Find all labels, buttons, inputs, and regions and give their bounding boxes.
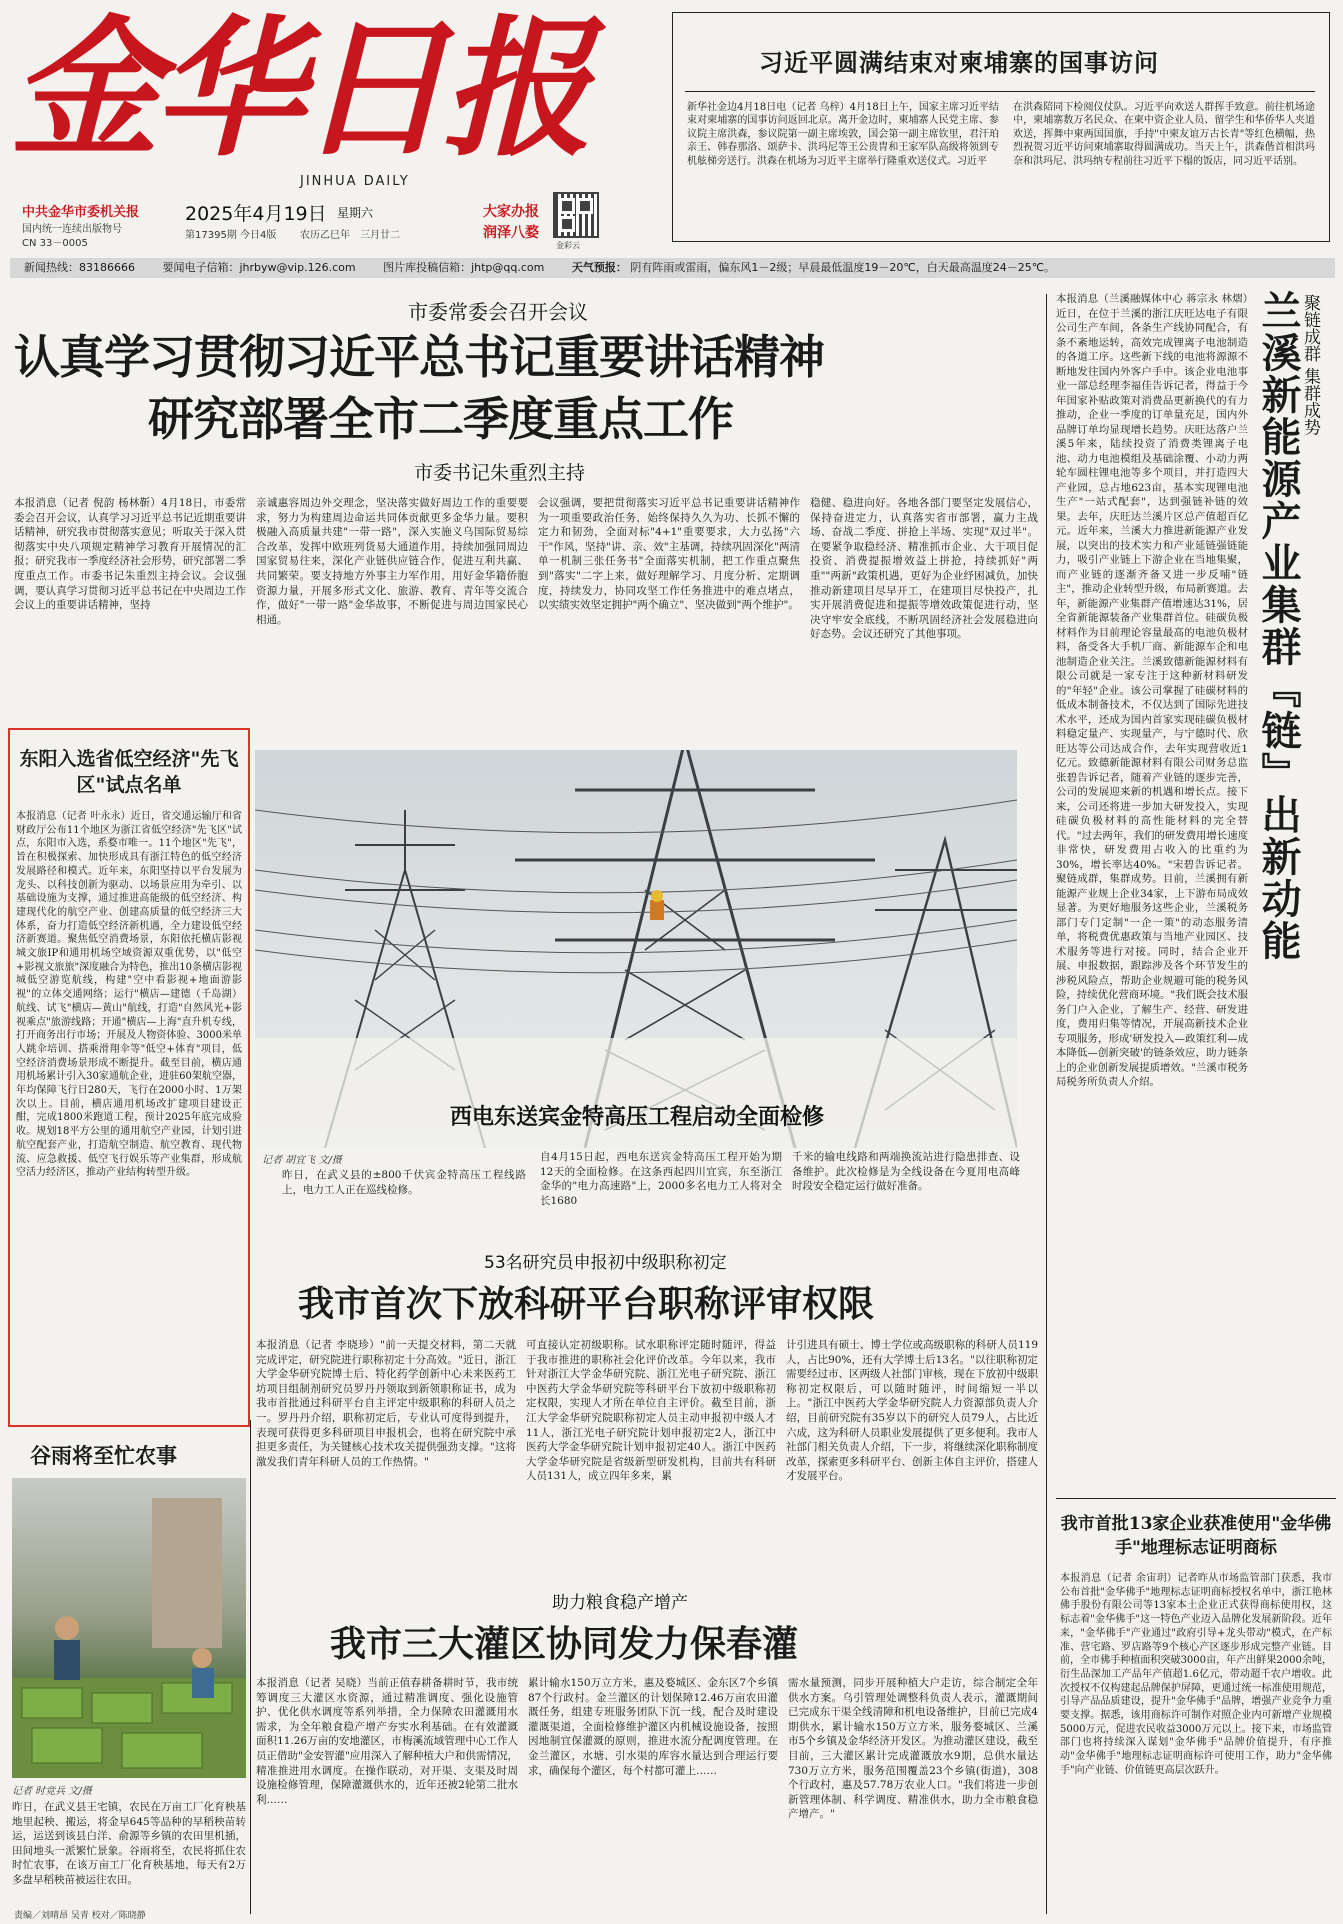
- uhv-photo: [255, 750, 1017, 1148]
- masthead-cn: CN 33－0005: [22, 238, 88, 249]
- fo-shou-body: 本报消息（记者 余宙玥）记者昨从市场监管部门获悉，我市公布首批"金华佛手"地理标志证明商标授权名单中，浙江艳林佛手股份有限公司等13家本土企业正式获得商标使用权，这标志着"金华佛手"这一特色产业迈入品牌化发展新阶段。近年来，"金华佛手"产业通过"政府引导+龙头带动"模式，在产标准、营宅路、罗店路等9个核心产区逐步形成完整产业链。目前，全市佛手种植面积突破3000亩，年产出鲜果2000余吨，衍生品深加工产品年产值超1.6亿元，带动超千农户增收。此次授权不仅构建起品牌保护屏障，更通过统一标准使用规范，引导产品品质建设，提升"金华佛手"品牌，增强产业竞争力重要支撑。据悉，该用商标许可制作对照企业内可新增产业规模5000万元，促进农民收益3000万元以上。接下来，市场监管部门也将持续深入谋划"金华佛手"品牌价值提升，有序推动"金华佛手"地理标志证明商标许可使用工作，助力"金华佛手"向产业链、价值链更高层次跃升。: [1060, 1573, 1332, 1776]
- keyan-title[interactable]: 我市首次下放科研平台职称评审权限: [298, 1283, 875, 1325]
- dongyang-title[interactable]: 东阳入选省低空经济"先飞区"试点名单: [19, 748, 239, 796]
- hotline: 新闻热线：83186666: [24, 261, 135, 274]
- lead-col2: 亲诚惠容周边外交理念，坚决落实做好周边工作的重要要求，努力为构建周边命运共同体贡献更多金华力量。要积极融入高质量共建"一带一路"，深入实施义乌国际贸易综合改革，发挥中欧班列货易大通道作用，持续加强同周边国家贸易往来，深化产业链供应链合作，促进互利共赢、共同繁荣。要支持地方外事主力军作用，用好金华籍侨胞资源力量，开展多形式文化、旅游、教育、青年等交流合作，做好"一带一路"金华故事，不断促进与周边国家民心相通。: [256, 497, 528, 626]
- lead-col3: 会议强调，要把贯彻落实习近平总书记重要讲话精神作为一项重要政治任务，始终保持久久为功、长抓不懈的定力和韧劲，全面对标"4+1"重要要求，大力弘扬"六干"作风，坚持"讲、亲、效"主基调，持续巩固深化"两清单一机制三张任务书"全面落实机制，把工作重点聚焦到"落实"二字上来，做好理解学习、月度分析、定期调度，持续发力，协同攻坚工作任务推进中的难点堵点，以实绩实效坚定拥护"两个确立"、坚决做到"两个维护"。: [538, 497, 800, 612]
- email: 要闻电子信箱：jhrbyw@vip.126.com: [162, 261, 356, 274]
- footer-editors: 责编／刘晴昂 吴青 校对／陈晓静: [14, 1911, 146, 1921]
- transmission-tower-icon: [255, 750, 1017, 1148]
- farm-photo: [12, 1478, 246, 1778]
- qr-code-icon[interactable]: [553, 192, 599, 238]
- lanxi-title[interactable]: 兰溪新能源产业集群『链』出新动能: [1255, 290, 1301, 962]
- lanxi-body: 本报消息（兰溪融媒体中心 蒋宗永 林熠）近日，在位于兰溪的浙江庆旺达电子有限公司生产车间，各条生产线协同配合，有条不紊地运转，高效完成锂离子电池制造的各道工序。这些新下线的电池将源源不断地发往国内外客户手中。该企业电池事业一部总经理李福佳告诉记者，得益于今年国家补贴政策对消费品更新换代的有力推动，企业一季度的订单量充足，国内外品牌订单均显现增长趋势。庆旺达落户兰溪5年来，陆续投资了消费类锂离子电池、动力电池模组及基础涂覆、小动力两轮车圆柱锂电池等多个项目，并打造四大产业园，总占地623亩，基本实现锂电池生产"一站式配套"，达到强链补链的效果。去年，庆旺达兰溪片区总产值超百亿元。近年来，兰溪大力推进新能源产业发展，以突出的技术实力和产业延链强链能力，吸引产业链上下游企业在当地集聚，而产业链的逐渐齐备又进一步反哺"链主"，推动企业转型升级，布局新赛道。去年，新能源产业集群产值增速达31%，居全省新能源装备产业集群首位。硅碳负极材料作为目前理论容量最高的电池负极材料，备受各大手机厂商、新能源车企和电池制造企业关注。兰溪致德新能源材料有限公司就是一家专注于这种新材料研发的"年轻"企业。该公司掌握了硅碳材料的低成本制备技术，不仅达到了国际先进技术水平，还成为国内首家实现硅碳负极材料稳定量产、实现量产，与宁德时代、欣旺达等公司达成合作，去年实现营收近1亿元。致德新能源材料有限公司财务总监张碧告诉记者，随着产业链的逐步完善，公司的发展迎来新的机遇和增长点。接下来，公司还将进一步加大研发投入，实现硅碳负极材料的高性能材料的完全替代。"过去两年，我们的研发费用增长速度非常快，研发费用占收入的比重约为30%，增长率达40%。"宋碧告诉记者。聚链成群，集群成势。目前，兰溪拥有新能源产业规上企业34家，上下游布局成效显著。为更好地服务这些企业，兰溪税务部门专门定制"一企一策"的动态服务清单，将税费优惠政策与当地产业园区、技术服务等进行对接。同时，结合企业开展、申报数据，跟踪涉及各个环节发生的涉税风险点，帮助企业规避可能的税务风险，持续优化营商环境。"我们既会技术服务门户入企业，了解生产、经营、研发进度，费用归集等情况，开展高新技术企业专项服务，形成'研发投入—政策红利—成本降低—创新突破'的链条效应，助力链条上的企业创新发展提质增效。"兰溪市税务局税务所负责人介绍。: [1056, 293, 1248, 1088]
- lead-col1: 本报消息（记者 倪韵 杨林靳）4月18日，市委常委会召开会议，认真学习习近平总书记近期重要讲话精神，研究我市贯彻落实意见；听取关于深入贯彻落实中央八项规定精神学习教育开展情况的汇报；研究我市一季度经济社会形势，研究部署二季度重点工作。市委书记朱重烈主持会议。会议强调，要认真学习贯彻习近平总书记在中央周边工作会议上的重要讲话精神，坚持: [14, 497, 246, 612]
- keyan-col1: 本报消息（记者 李晓珍）"前一天提交材料，第二天就完成评定，研究院进行职称初定十分高效。"近日，浙江大学金华研究院博士后、特化药学创新中心未来医药工坊项目组制剂研究员罗丹丹领取到新领职称证书，成为我市首批通过科研平台自主评定中级职称的科研人员之一。罗丹丹介绍，职称初定后，专业认可度得到提升，表现可获得更多科研项目申报机会，也将在研究院中承担更多责任，为关键核心技术攻关提供强劲支撑。"这将激发我们青年科研人员的工作热情。": [256, 1339, 516, 1468]
- keyan-col3: 计引进具有硕士、博士学位或高级职称的科研人员119人，占比90%，还有大学博士后13名。"以往职称初定需要经过市、区两级人社部门审核，现在下放初中级职称初定权限后，可以随时随评，时间缩短一半以上。"浙江中医药大学金华研究院人力资源部负责人介绍，目前研究院有35岁以下的研究人员79人，占比近六成，这为科研人员职业发展提供了更多便利。我市人社部门相关负责人介绍，下一步，将继续深化职称制度改革，探索更多科研平台、创新主体自主评价，搭建人才发展平台。: [786, 1339, 1038, 1483]
- fo-shou-title[interactable]: 我市首批13家企业获准使用"金华佛手"地理标志证明商标: [1060, 1514, 1332, 1558]
- farm-credit: 记者 时竞兵 文/摄: [12, 1786, 92, 1797]
- lead-byline: 市委书记朱重烈主持: [414, 462, 586, 484]
- irrigation-col1: 本报消息（记者 吴晓）当前正值春耕备耕时节，我市统筹调度三大灌区水资源，通过精准调度、强化设施管护、优化供水调度等系列举措，全力保障农田灌溉用水需求，为全年粮食稳产增产夯实水利基础。在有效灌溉面积11.26万亩的安地灌区，市梅溪流域管理中心工作人员正借助"金安智灌"应用深入了解种植大户和供需情况，精准推进用水调度。在操作联动，对开渠、支渠及时周设施检修管理，保障灌溉供水的，近年还被2轮第二批水利……: [256, 1677, 518, 1806]
- masthead-title: 金华日报: [10, 1, 587, 177]
- lead-title-line2[interactable]: 研究部署全市二季度重点工作: [148, 392, 733, 446]
- dongyang-body: 本报消息（记者 叶永永）近日，省交通运输厅和省财政厅公布11个地区为浙江省低空经济"先飞区"试点，东阳市入选，系婺市唯一。11个地区"先飞"，旨在积极探索、加快形成具有浙江特色的低空经济发展路径和模式。近年来，东阳坚持以平台发展为龙头、以科技创新为驱动、以场景应用为牵引、以基础设施为支撑，通过推进高能级的低空经济、构建现代化的航空产业、创建高质量的低空经济三大体系，奋力打造低空经济新机遇，全力建设低空经济新赛道。聚焦低空消费场景，东阳依托横店影视城文旅IP和通用机场空域资源双重优势，以"低空+影视文旅旅"深度融合为特色，推出10条横店影视城低空游览航线，构建"空中看影视+地面游影视"的立体交通网络；运行"横店—建德（千岛湖）航线、试飞"横店—黄山"航线，打造"自然风光+影视乘点"旅游线路；开通"横店—上海"直升机专线，打开商务出行市场；开展及人物资体验、3000米单人跳伞培训、搭乘滑翔伞等"低空+体育"项目，低空经济消费场景形成不断提升。截至目前，横店通用机场累计引入30家通航企业，进驻60架航空器，年均保障飞行日280天，飞行在2000小时、1万架次以上。目前，横店通用机场改扩建项目建设正酣，完成1800米跑道工程，预计2025年底完成验收。规划18平方公里的通用航空产业园，计划引进航空配套产业，打造航空制造、航空教育、现代物流、应急救援、低空飞行娱乐等产业集群，形成航空活力经济区，推动产业结构转型升级。: [16, 811, 242, 1179]
- masthead-date: 2025年4月19日: [185, 203, 327, 225]
- irrigation-kicker: 助力粮食稳产增产: [552, 1593, 688, 1613]
- uhv-credit: 记者 胡宜飞 文/摄: [262, 1155, 342, 1166]
- top-news-headline[interactable]: 习近平圆满结束对柬埔寨的国事访问: [759, 48, 1159, 77]
- lead-title-line1[interactable]: 认真学习贯彻习近平总书记重要讲话精神: [14, 330, 824, 384]
- qr-label: 金彩云: [556, 241, 580, 250]
- masthead-org: 中共金华市委机关报: [22, 205, 140, 220]
- irrigation-title[interactable]: 我市三大灌区协同发力保春灌: [330, 1623, 799, 1665]
- masthead-issn: 国内统一连续出版物号: [22, 224, 122, 235]
- uhv-caption-1: 昨日，在武义县的±800千伏宾金特高压工程线路上，电力工人正在巡线检修。: [282, 1169, 526, 1196]
- masthead-lunar: 农历乙巳年 三月廿二: [300, 230, 400, 241]
- masthead-issue: 第17395期 今日4版: [185, 230, 277, 241]
- seedling-tray-icon: [12, 1478, 246, 1778]
- irrigation-col3: 需水量预测，同步开展种植大户走访，综合制定全年供水方案。乌引管理处调整科负责人表示，灌溉期间已完成东干渠全线清障和机电设备维护，目前已完成4期供水，累计输水150万立方米，服务婺城区、兰溪市5个乡镇及金华经济开发区。为推动灌区建设，截至目前，三大灌区累计完成灌溉放水9期，总供水量达730万立方米，服务范围覆盖23个乡镇(街道)，308个行政村，惠及57.78万农业人口。"我们将进一步创新管理体制、科学调度、精准供水，助力全市粮食稳产增产。": [788, 1677, 1038, 1821]
- promo-line1: 大家办报: [483, 204, 539, 220]
- keyan-col2: 可直接认定初级职称。试水职称评定随时随评，得益于我市推进的职称社会化评价改革。今年以来，我市针对浙江大学金华研究院、浙江光电子研究院、浙江中医药大学金华研究院等科研平台下放初中级职称初定权限，实现人才所在单位自主评价。截至目前，浙江大学金华研究院职称初定人员主动申报初中级人才11人，浙江光电子研究院计划申报初定2人，浙江中医药大学金华研究院计划申报初定40人。浙江中医药大学金华研究院是省级新型研发机构，目前共有科研人员131人，成立四年多来，累: [526, 1339, 776, 1483]
- farm-caption: 昨日，在武义县王宅镇，农民在万亩工厂化育秧基地里起秧、搬运，将金早645等品种的早稻秧苗转运，运送到该县白洋、俞源等乡镇的农田里机插，田间地头一派繁忙景象。谷雨将至，农民将抓住农时忙农事，在该万亩工厂化育秧基地，每天有2万多盘早稻秧苗被运往农田。: [12, 1801, 246, 1886]
- top-news-box: [672, 12, 1330, 242]
- masthead: [0, 0, 1343, 270]
- promo-line2: 润泽八婺: [483, 225, 539, 241]
- uhv-caption-title[interactable]: 西电东送宾金特高压工程启动全面检修: [449, 1104, 824, 1130]
- weather-label: 天气预报：: [571, 261, 627, 274]
- top-news-col2: 在洪森陪同下检阅仪仗队。习近平向欢送人群挥手致意。前往机场途中，柬埔寨数万名民众、在柬中资企业人员、留学生和华侨华人夹道欢送，挥舞中柬两国国旗，手持"中柬友谊万古长青"等红色横幅，热烈祝贺习近平访问柬埔寨取得圆满成功。当天上午，洪森偕首相洪玛奈和洪玛尼、洪玛纳专程前往习近平下榻的饭店，同习近平话别。: [1013, 102, 1315, 167]
- top-news-col1: 新华社金边4月18日电（记者 乌梓）4月18日上午，国家主席习近平结束对柬埔寨的国事访问返回北京。离开金边时，柬埔寨人民党主席、参议院主席洪森，参议院第一副主席埃敦，国会第一副主席钦里，君汗珀亲王、韩春那洛、颂萨卡、洪玛尼等王公贵胄和王家军队高级将领到专机舷梯旁送行。洪森在机场为习近平主席举行隆重欢送仪式。习近平: [687, 102, 999, 167]
- lead-kicker: 市委常委会召开会议: [408, 300, 588, 324]
- lead-col4: 稳健、稳进向好。各地各部门要坚定发展信心，保持奋进定力，认真落实省市部署，赢力主战场、奋战二季度、拼抢上半场、实现"双过半"。在要紧争取稳经济、精准抓市企业、大干项目促投资、消费提振增效益上拼抢，持续抓好"两重""两新"政策机遇，更好为企业纾困减负，加快推动新建项目尽早开工，在建项目尽快投产，扎实开展消费促进和提振等增效政策促进行动，坚决守牢安全底线，不断巩固经济社会发展稳进向好态势。会议还研究了其他事项。: [810, 497, 1038, 641]
- uhv-caption-2: 自4月15日起，西电东送宾金特高压工程开始为期12天的全面检修。在这条西起四川宜宾，东至浙江金华的"电力高速路"上，2000多名电力工人将对全长1680: [540, 1151, 782, 1207]
- info-strip: [10, 258, 1335, 278]
- irrigation-col2: 累计输水150万立方米，惠及婺城区、金东区7个乡镇87个行政村。金兰灌区的计划保障12.46万亩农田灌溉任务，组建专班服务团队下沉一线，配合及时建设灌溉渠道，全面检修维护灌区内机械设施设备，按照因地制宜保灌溉的原则，推进水流分配调度管理。在金兰灌区，水塘、引水渠的库容水量达到合理运行要求，确保每个灌区，每个村都可灌上……: [528, 1677, 778, 1777]
- photo-email: 图片库投稿信箱：jhtp@qq.com: [383, 261, 545, 274]
- farm-title[interactable]: 谷雨将至忙农事: [30, 1443, 177, 1468]
- masthead-weekday: 星期六: [337, 206, 374, 220]
- masthead-subtitle-en: JINHUA DAILY: [300, 174, 410, 189]
- dongyang-box: [8, 728, 250, 1427]
- weather: 阴有阵雨或雷雨，偏东风1－2级；早晨最低温度19－20℃，白天最高温度24－25℃。: [630, 261, 1056, 274]
- uhv-caption-3: 千米的输电线路和两端换流站进行隐患排查、设备维护。此次检修是为全线设备在今夏用电高峰时段安全稳定运行做好准备。: [792, 1151, 1020, 1193]
- lanxi-kicker: 聚链成群 集群成势: [1300, 294, 1320, 436]
- keyan-kicker: 53名研究员申报初中级职称初定: [484, 1253, 727, 1273]
